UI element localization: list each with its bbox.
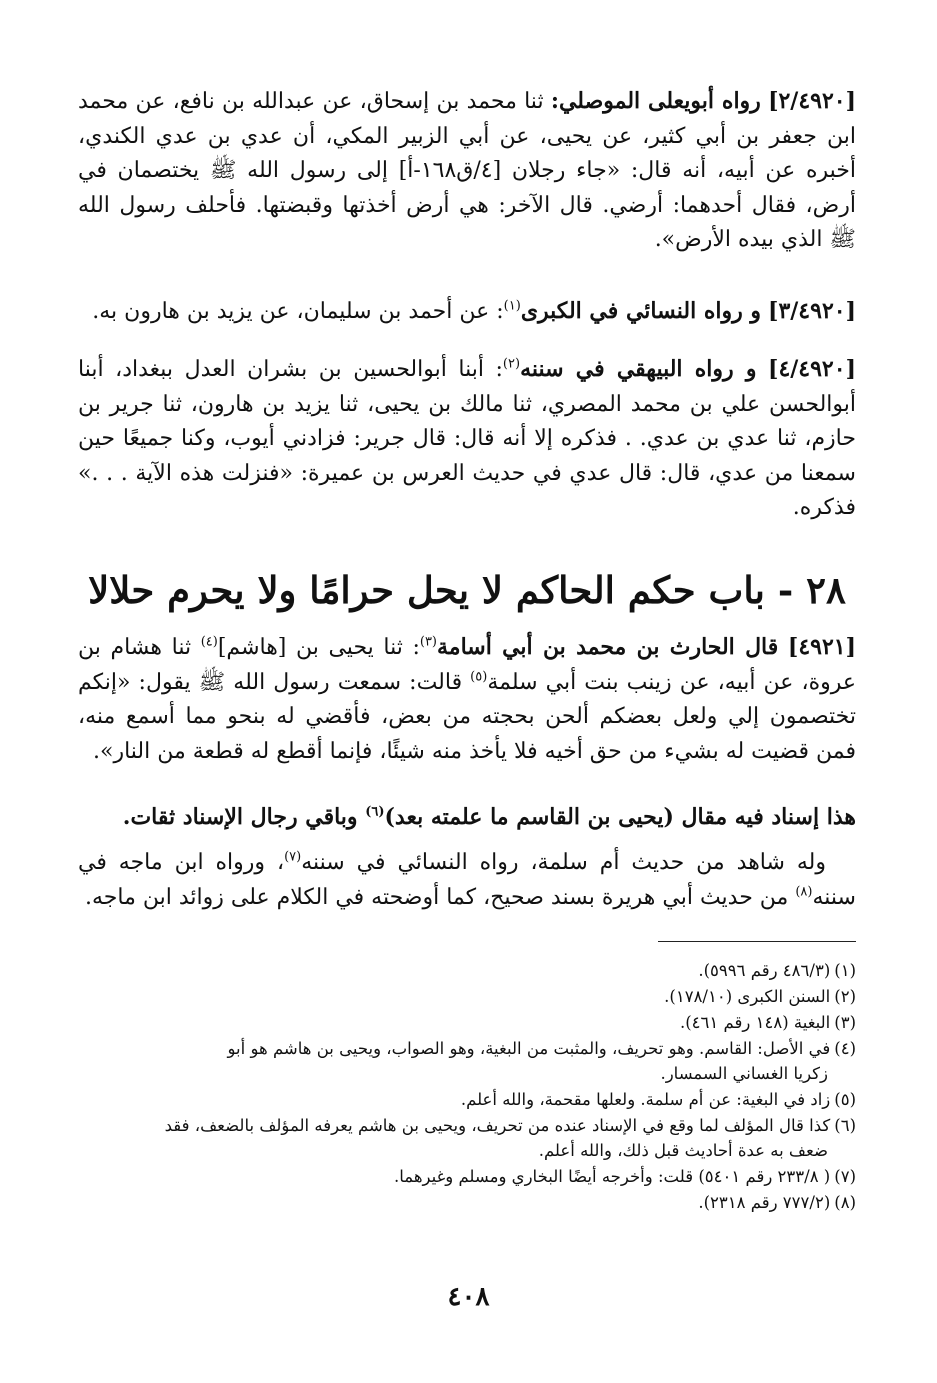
- footnote-marker[interactable]: (٣): [419, 634, 437, 650]
- paragraph-text: ، ورواه ابن ماجه في سننه: [78, 850, 856, 910]
- footnote-text: (٧٧٧/٢ رقم ٢٣١٨).: [698, 1193, 831, 1212]
- hadith-ref: [٣/٤٩٢٠]: [768, 298, 856, 324]
- page-number: ٤٠٨: [447, 1282, 490, 1312]
- footnote: [78, 1113, 856, 1163]
- paragraph: [78, 294, 856, 330]
- footnote-divider: [658, 941, 856, 942]
- paragraph-text: وله شاهد من حديث أم سلمة، رواه النسائي في سننه: [301, 850, 826, 875]
- footnote: [78, 1087, 856, 1112]
- paragraph-text: من حديث أبي هريرة بسند صحيح، كما أوضحته في الكلام على زوائد ابن ماجه.: [85, 884, 796, 910]
- hadith-block-4920-2: [78, 84, 856, 258]
- hadith-block-4921: [78, 630, 856, 769]
- footnote-number: (١): [834, 961, 856, 980]
- footnotes: [78, 958, 856, 1216]
- footnote-number: (٣): [834, 1013, 856, 1032]
- footnote-marker[interactable]: (٧): [284, 849, 302, 865]
- footnote-marker[interactable]: (٥): [470, 669, 488, 685]
- isnad-note: [78, 800, 856, 835]
- paragraph-text: قالت: سمعت رسول الله ﷺ يقول: «إنكم تختصمون إلي ولعل بعضكم ألحن بحجته من بعض، فأقضي له بنحو مما أسمع منه، فمن قضيت له بشيء من حق أخيه فلا يأخذ منه شيئًا، فإنما أقطع له قطعة من النار».: [78, 669, 856, 764]
- paragraph: [78, 630, 856, 769]
- footnote-number: (٢): [834, 987, 856, 1006]
- footnote-text: زاد في البغية: عن أم سلمة. ولعلها مقحمة، والله أعلم.: [460, 1090, 831, 1109]
- footnote: [78, 1010, 856, 1035]
- footnote-number: (٧): [834, 1167, 856, 1186]
- paragraph-text: : أبنا أبوالحسين بن بشران العدل ببغداد، أبنا أبوالحسن علي بن محمد المصري، ثنا مالك بن يحيى، ثنا يزيد بن هارون، ثنا جرير بن حازم، ثنا عدي بن عدي. . فذكره إلا أنه قال: قال جرير: فزادني أيوب، وكنا جميعًا حين سمعنا من عدي، قال: قال عدي في حديث العرس بن عميرة: «فنزلت هذه الآية . . .» فذكره.: [78, 357, 856, 520]
- paragraph: [78, 84, 856, 258]
- footnote-continuation: ضعف به عدة أحاديث قبل ذلك، والله أعلم.: [538, 1141, 828, 1160]
- footnote-text: في الأصل: القاسم. وهو تحريف، والمثبت من البغية، وهو الصواب، ويحيى بن هاشم هو أبو: [227, 1039, 831, 1058]
- footnote-marker[interactable]: (٤): [200, 634, 218, 650]
- footnote-marker[interactable]: (٢): [502, 356, 521, 372]
- hadith-block-4920-4: [78, 352, 856, 526]
- paragraph: [78, 352, 856, 526]
- footnote-continuation: زكريا الغساني السمسار.: [660, 1064, 828, 1083]
- paragraph: [78, 846, 856, 915]
- paragraph: [78, 800, 856, 835]
- footnote-marker[interactable]: (١): [503, 298, 521, 314]
- footnote-number: (٥): [834, 1090, 856, 1109]
- footnote: [78, 984, 856, 1009]
- footnote: [78, 1036, 856, 1086]
- footnote-text: السنن الكبرى (١٧٨/١٠).: [664, 987, 831, 1006]
- paragraph-text: هذا إسناد فيه مقال (يحيى بن القاسم ما علمته بعد): [384, 804, 856, 830]
- footnote-text: ( ٢٣٣/٨ رقم ٥٤٠١) قلت: وأخرجه أيضًا البخاري ومسلم وغيرهما.: [394, 1167, 831, 1186]
- footnote-text: (٤٨٦/٣ رقم ٥٩٩٦).: [698, 961, 831, 980]
- hadith-block-4920-3: [78, 294, 856, 330]
- hadith-ref: [٢/٤٩٢٠]: [768, 88, 857, 114]
- paragraph-text: ثنا محمد بن إسحاق، عن عبدالله بن نافع، عن محمد ابن جعفر بن أبي كثير، عن يحيى، عن أبي الزبير المكي، أن عدي بن عدي الكندي، أخبره عن أبيه، أنه قال: «جاء رجلان [٤/ق١٦٨-أ] إلى رسول الله ﷺ يختصمان في أرض، فقال أحدهما: أرضي. قال الآخر: هي أرض أخذتها وقبضتها. فأحلف رسول الله ﷺ الذي بيده الأرض».: [78, 89, 856, 252]
- footnote-number: (٨): [834, 1193, 856, 1212]
- paragraph-text: وباقي رجال الإسناد ثقات.: [122, 804, 366, 830]
- footnote: [78, 1164, 856, 1189]
- footnote-marker[interactable]: (٦): [365, 804, 385, 820]
- hadith-ref: [٤/٤٩٢٠]: [768, 356, 856, 382]
- source-heading: رواه أبويعلى الموصلي:: [550, 88, 761, 114]
- footnote-marker[interactable]: (٨): [795, 884, 813, 900]
- hadith-ref: [٤٩٢١]: [787, 634, 856, 660]
- footnote: [78, 1190, 856, 1215]
- footnote-text: كذا قال المؤلف لما وقع في الإسناد عنده من تحريف، ويحيى بن هاشم يعرفه المؤلف بالضعف، فقد: [164, 1116, 831, 1135]
- witness-note: [78, 846, 856, 915]
- paragraph-text: : ثنا يحيى بن [هاشم]: [217, 635, 420, 660]
- paragraph-text: : عن أحمد بن سليمان، عن يزيد بن هارون به.: [92, 299, 504, 324]
- source-heading: و رواه البيهقي في سننه: [520, 356, 757, 382]
- paragraph-text: ثنا هشام بن عروة، عن أبيه، عن زينب بنت أبي سلمة: [78, 635, 856, 695]
- source-heading: و رواه النسائي في الكبرى: [520, 298, 762, 324]
- footnote-text: البغية (١٤٨ رقم ٤٦١).: [679, 1013, 831, 1032]
- source-heading: قال الحارث بن محمد بن أبي أسامة: [437, 634, 779, 660]
- chapter-heading: ٢٨ - باب حكم الحاكم لا يحل حرامًا ولا يحرم حلالا: [88, 568, 846, 612]
- footnote: [78, 958, 856, 983]
- footnote-number: (٤): [834, 1039, 856, 1058]
- footnote-number: (٦): [834, 1116, 856, 1135]
